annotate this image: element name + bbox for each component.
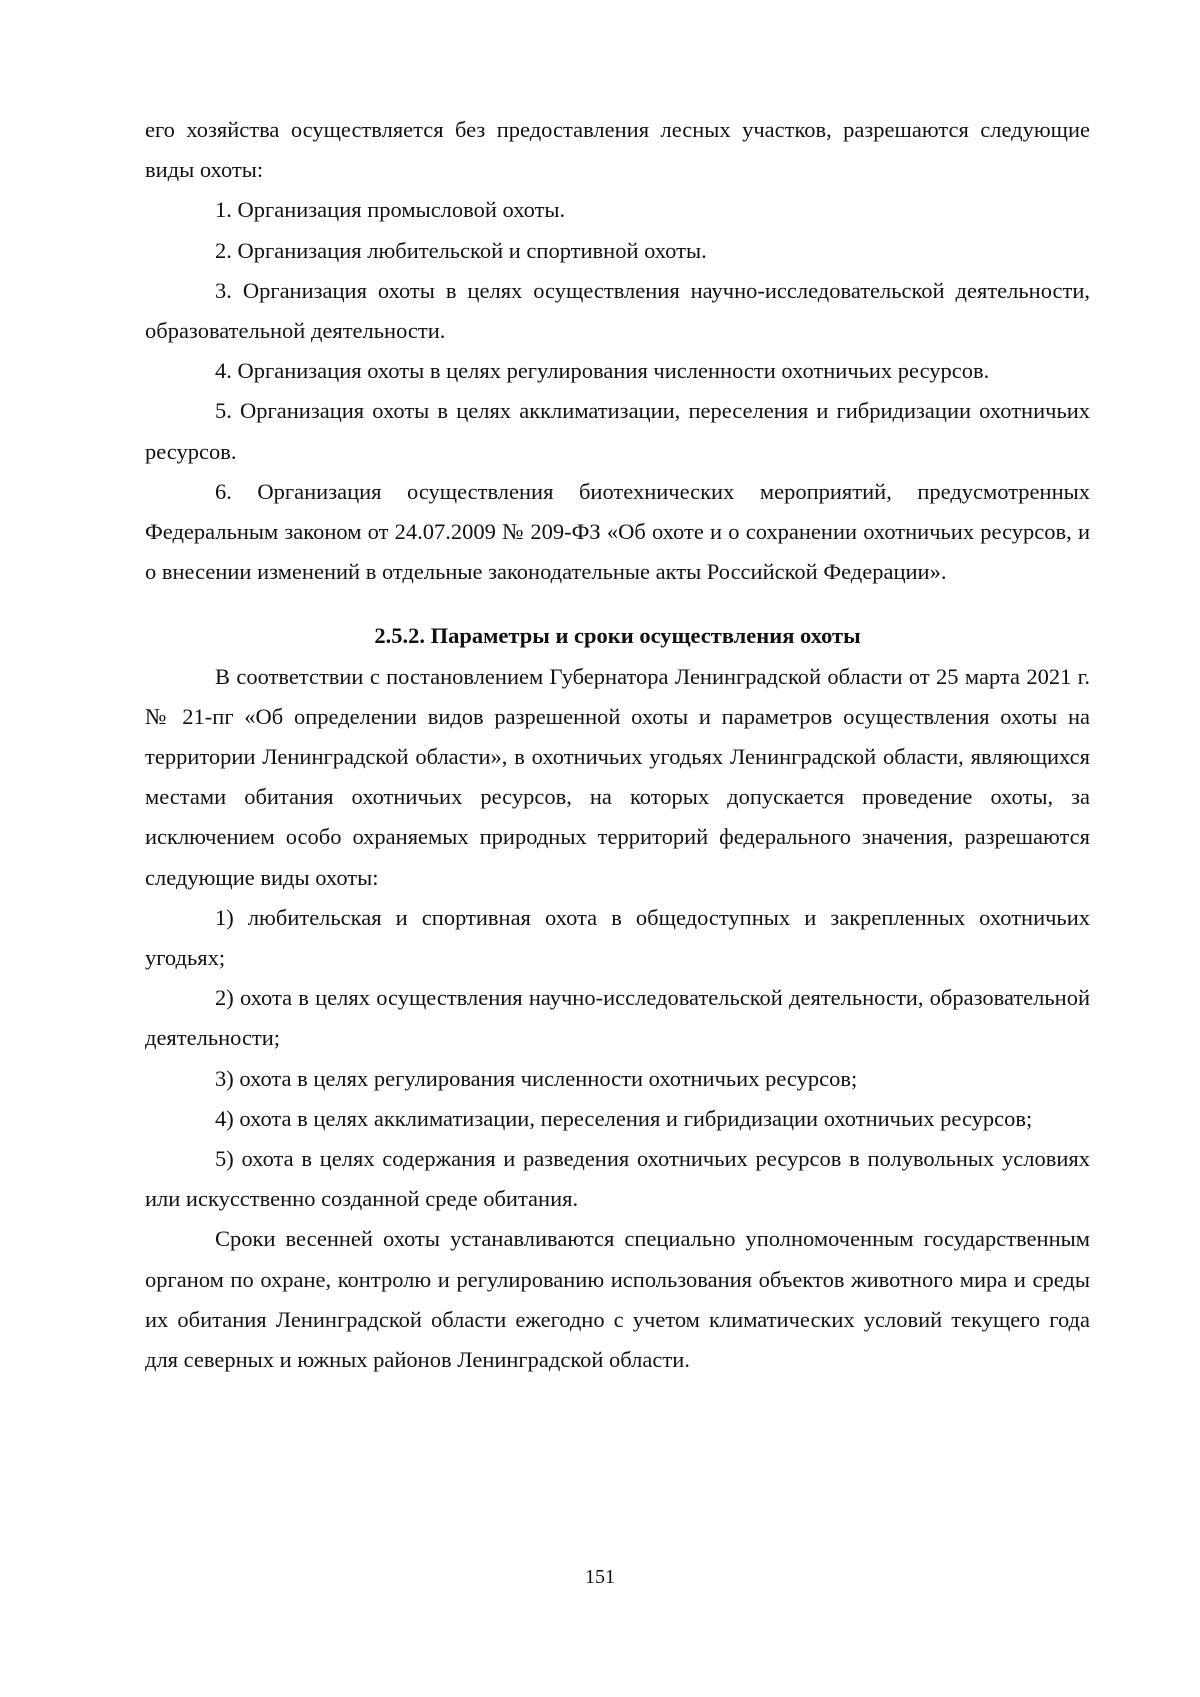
intro-paragraph: его хозяйства осуществляется без предоставления лесных участков, разрешаются следующие виды охоты: <box>145 117 1090 183</box>
section-list-item: 3) охота в целях регулирования численности охотничьих ресурсов; <box>215 1065 858 1091</box>
section-heading: 2.5.2. Параметры и сроки осуществления охоты <box>374 623 861 649</box>
list-item: 5. Организация охоты в целях акклиматизации, переселения и гибридизации охотничьих ресурсов. <box>145 398 1090 464</box>
list-item: 3. Организация охоты в целях осуществления научно-исследовательской деятельности, образовательной деятельности. <box>145 277 1090 344</box>
section-paragraph: В соответствии с постановлением Губернатора Ленинградской области от 25 марта 2021 г. № 21-пг «Об определении видов разрешенной охоты и параметров осуществления охоты на территории Ленинградской области», в охотничьих угодьях Ленинградской области, являющихся местами обитания охотничьих ресурсов, на которых допускается проведение охоты, за исключением особо охраняемых природных территорий федерального значения, разрешаются следующие виды охоты: <box>145 663 1090 890</box>
list-item: 2. Организация любительской и спортивной охоты. <box>215 237 707 263</box>
list-item: 1. Организация промысловой охоты. <box>215 197 566 223</box>
section-list-item: 4) охота в целях акклиматизации, переселения и гибридизации охотничьих ресурсов; <box>215 1105 1033 1131</box>
document-body <box>145 110 1090 1380</box>
page-number: 151 <box>585 1566 615 1588</box>
section-list-item: 2) охота в целях осуществления научно-исследовательской деятельности, образовательной деятельности; <box>145 985 1090 1051</box>
section-list-item: 5) охота в целях содержания и разведения охотничьих ресурсов в полувольных условиях или искусственно созданной среде обитания. <box>145 1146 1090 1212</box>
section-list-item: 1) любительская и спортивная охота в общедоступных и закрепленных охотничьих угодьях; <box>145 904 1090 971</box>
closing-paragraph: Сроки весенней охоты устанавливаются специально уполномоченным государственным органом по охране, контролю и регулированию использования объектов животного мира и среды их обитания Ленинградской области ежегодно с учетом климатических условий текущего года для северных и южных районов Ленинградской области. <box>145 1226 1090 1373</box>
list-item: 6. Организация осуществления биотехнических мероприятий, предусмотренных Федеральным законом от 24.07.2009 № 209-ФЗ «Об охоте и о сохранении охотничьих ресурсов, и о внесении изменений в отдельные законодательные акты Российской Федерации». <box>145 478 1090 585</box>
list-item: 4. Организация охоты в целях регулирования численности охотничьих ресурсов. <box>215 358 990 384</box>
